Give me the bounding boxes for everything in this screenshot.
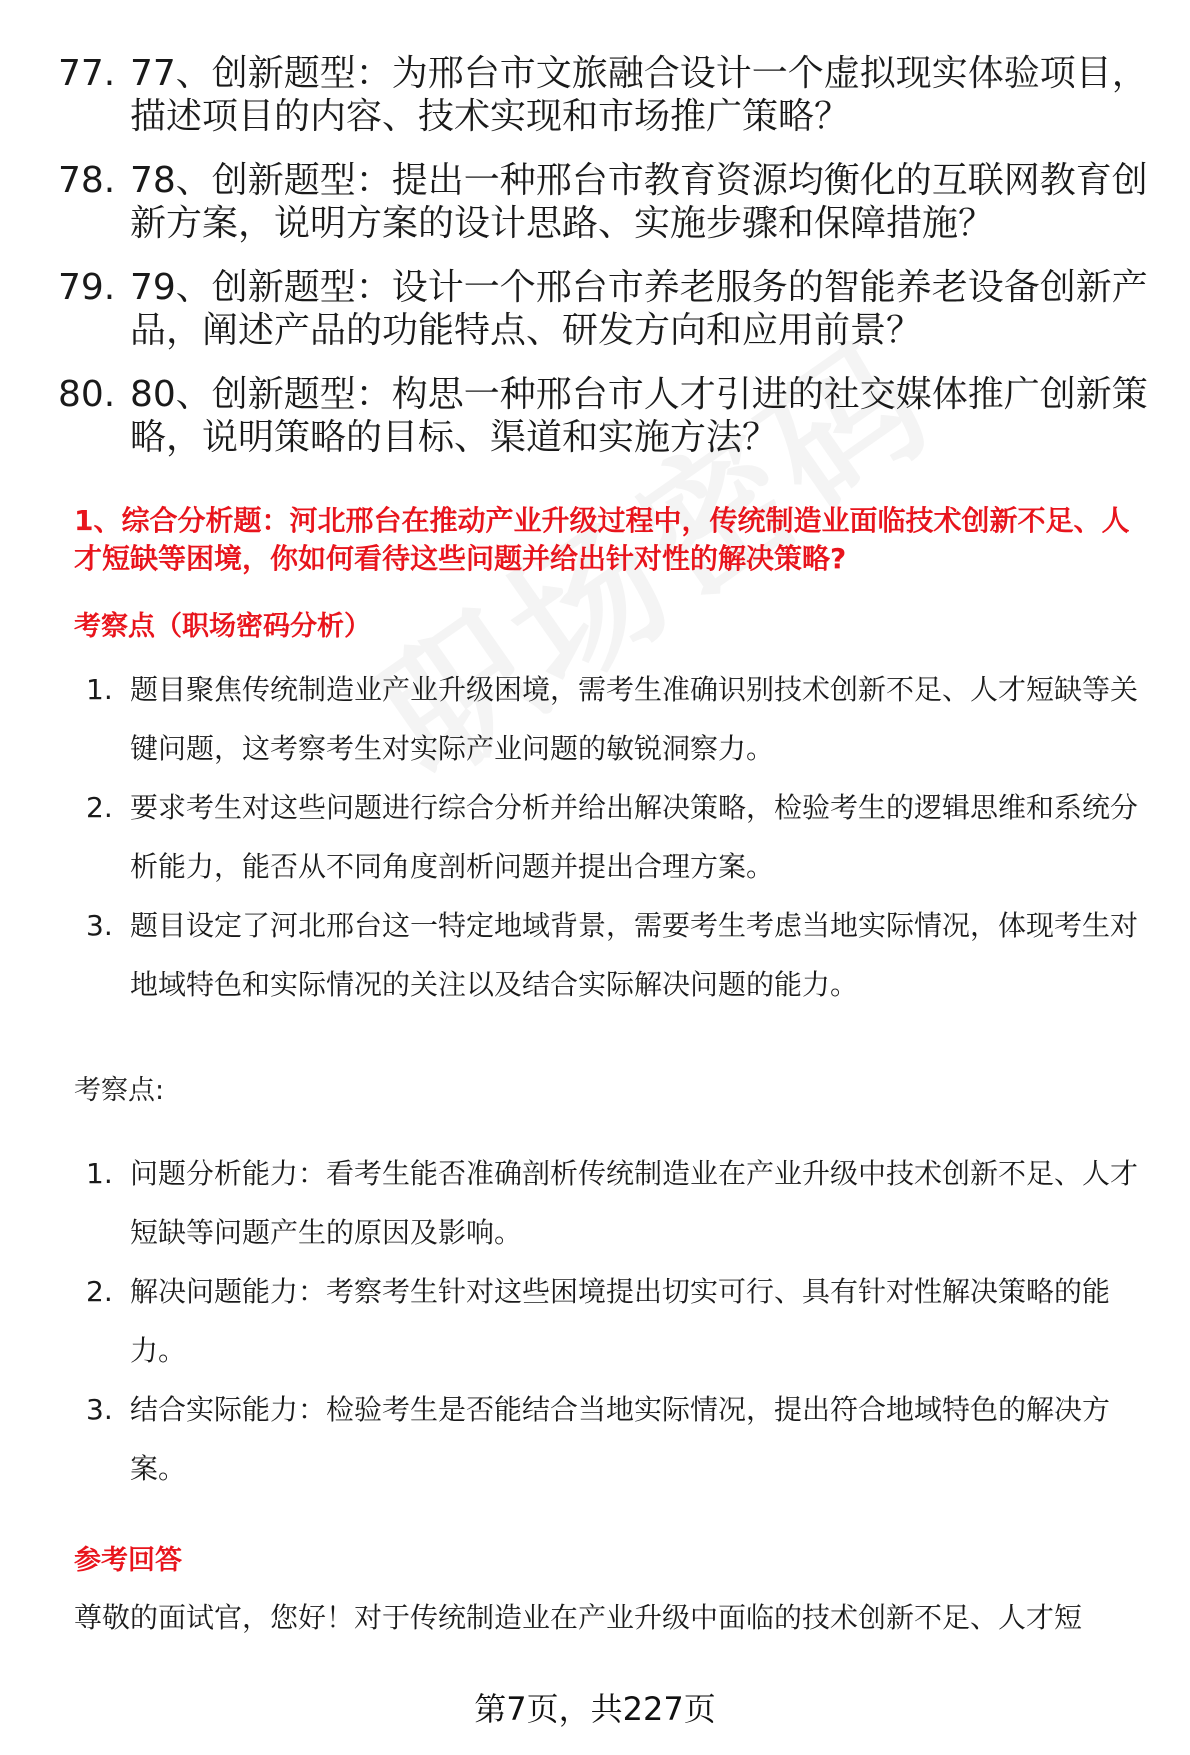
list-item: [86, 1262, 1160, 1380]
list-text: 题目设定了河北邢台这一特定地域背景，需要考生考虑当地实际情况，体现考生对地域特色和实际情况的关注以及结合实际解决问题的能力。: [130, 909, 1139, 1001]
list-item: [86, 1380, 1160, 1498]
list-text: 问题分析能力：看考生能否准确剖析传统制造业在产业升级中技术创新不足、人才短缺等问题产生的原因及影响。: [130, 1157, 1139, 1249]
question-text: 79、创新题型：设计一个邢台市养老服务的智能养老设备创新产品，阐述产品的功能特点、研发方向和应用前景？: [130, 267, 1148, 351]
question-number: 77.: [58, 53, 116, 94]
question-number: 78.: [58, 160, 116, 201]
question-number: 79.: [58, 267, 116, 308]
main-question-title: 1、综合分析题：河北邢台在推动产业升级过程中，传统制造业面临技术创新不足、人才短缺等困境，你如何看待这些问题并给出针对性的解决策略?: [74, 504, 1130, 575]
section-heading-points: 考察点:: [74, 1075, 165, 1106]
question-number: 80.: [58, 374, 116, 415]
question-text: 78、创新题型：提出一种邢台市教育资源均衡化的互联网教育创新方案，说明方案的设计思路、实施步骤和保障措施？: [130, 160, 1148, 244]
question-item: [58, 266, 1158, 352]
question-item: [58, 52, 1158, 138]
list-number: 1.: [86, 1157, 113, 1190]
list-text: 解决问题能力：考察考生针对这些困境提出切实可行、具有针对性解决策略的能力。: [130, 1275, 1111, 1367]
list-item: [86, 896, 1160, 1014]
points-list: [86, 1144, 1160, 1498]
list-text: 要求考生对这些问题进行综合分析并给出解决策略，检验考生的逻辑思维和系统分析能力，能否从不同角度剖析问题并提出合理方案。: [130, 791, 1139, 883]
question-item: [58, 159, 1158, 245]
list-text: 题目聚焦传统制造业产业升级困境，需考生准确识别技术创新不足、人才短缺等关键问题，这考察考生对实际产业问题的敏锐洞察力。: [130, 673, 1139, 765]
list-item: [86, 778, 1160, 896]
list-number: 3.: [86, 909, 113, 942]
question-text: 80、创新题型：构思一种邢台市人才引进的社交媒体推广创新策略，说明策略的目标、渠道和实施方法？: [130, 374, 1148, 458]
list-item: [86, 1144, 1160, 1262]
section-heading-answer: 参考回答: [74, 1545, 182, 1576]
question-list: [58, 52, 1158, 480]
list-text: 结合实际能力：检验考生是否能结合当地实际情况，提出符合地域特色的解决方案。: [130, 1393, 1111, 1485]
question-item: [58, 373, 1158, 459]
answer-paragraph: 尊敬的面试官，您好！对于传统制造业在产业升级中面临的技术创新不足、人才短: [74, 1601, 1083, 1634]
analysis-list: [86, 660, 1160, 1014]
list-number: 2.: [86, 791, 113, 824]
list-number: 2.: [86, 1275, 113, 1308]
page-footer: 第7页，共227页: [474, 1690, 716, 1728]
section-heading-analysis: 考察点（职场密码分析）: [74, 611, 371, 642]
list-number: 1.: [86, 673, 113, 706]
list-item: [86, 660, 1160, 778]
list-number: 3.: [86, 1393, 113, 1426]
question-text: 77、创新题型：为邢台市文旅融合设计一个虚拟现实体验项目，描述项目的内容、技术实现和市场推广策略？: [130, 53, 1148, 137]
